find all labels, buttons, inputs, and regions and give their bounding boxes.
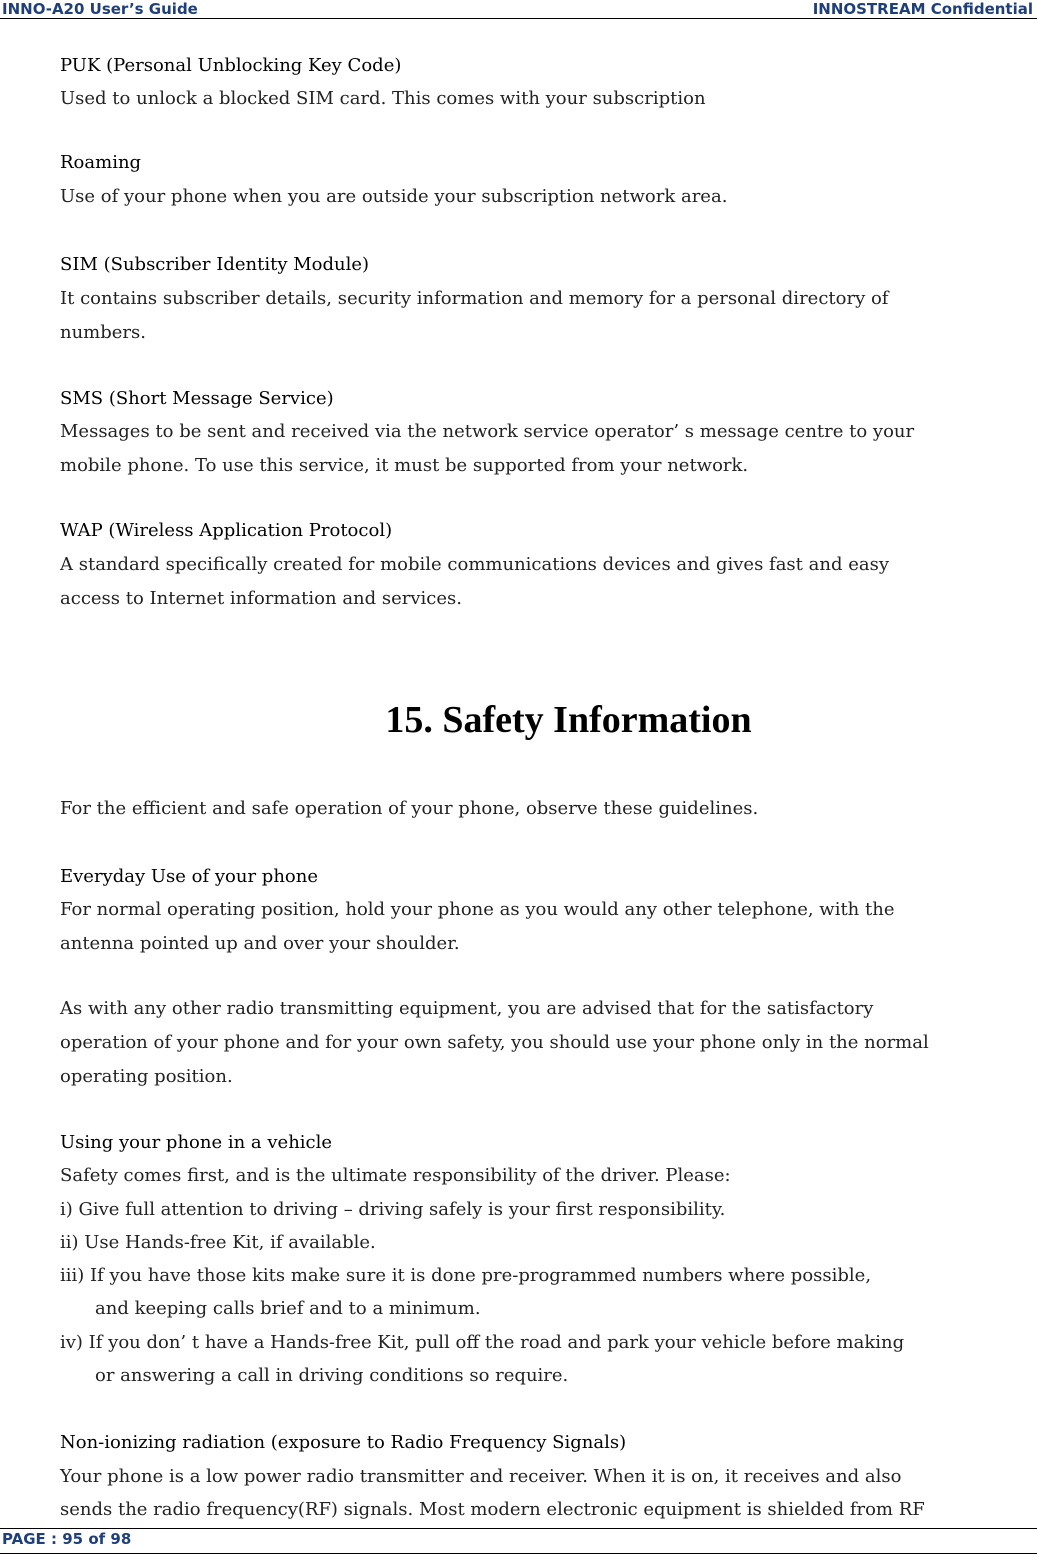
- everyday-line3: As with any other radio transmitting equipment, you are advised that for the satisfactory: [60, 998, 874, 1019]
- def-wap-line1: A standard specifically created for mobile communications devices and gives fast and easy: [60, 554, 889, 575]
- vehicle-item-iv: iv) If you don’ t have a Hands-free Kit, pull off the road and park your vehicle before making: [60, 1332, 905, 1353]
- term-sim: SIM (Subscriber Identity Module): [60, 254, 370, 275]
- page-footer: [0, 1528, 1037, 1554]
- everyday-line5: operating position.: [60, 1066, 233, 1087]
- def-sim-line1: It contains subscriber details, security information and memory for a personal directory of: [60, 288, 889, 309]
- everyday-line2: antenna pointed up and over your shoulder.: [60, 933, 460, 954]
- heading-everyday-use: Everyday Use of your phone: [60, 866, 319, 887]
- vehicle-item-iv-cont: or answering a call in driving conditions so require.: [95, 1365, 569, 1386]
- vehicle-line1: Safety comes first, and is the ultimate responsibility of the driver. Please:: [60, 1165, 731, 1186]
- section-title-text: 15. Safety Information: [385, 699, 752, 741]
- page-number: PAGE : 95 of 98: [2, 1530, 132, 1548]
- def-wap-line2: access to Internet information and services.: [60, 588, 463, 609]
- header-confidential: INNOSTREAM Confidential: [812, 0, 1033, 18]
- vehicle-item-i: i) Give full attention to driving – driving safely is your first responsibility.: [60, 1199, 726, 1220]
- section-intro: For the efficient and safe operation of your phone, observe these guidelines.: [60, 798, 759, 819]
- def-sim-line2: numbers.: [60, 322, 146, 343]
- def-puk: Used to unlock a blocked SIM card. This comes with your subscription: [60, 88, 706, 109]
- everyday-line4: operation of your phone and for your own safety, you should use your phone only in the normal: [60, 1032, 929, 1053]
- section-title: [0, 700, 1037, 740]
- page-header: [0, 0, 1037, 19]
- heading-vehicle: Using your phone in a vehicle: [60, 1132, 333, 1153]
- def-sms-line1: Messages to be sent and received via the network service operator’ s message centre to your: [60, 421, 915, 442]
- vehicle-item-iii: iii) If you have those kits make sure it is done pre-programmed numbers where possible,: [60, 1265, 872, 1286]
- radiation-line2: sends the radio frequency(RF) signals. Most modern electronic equipment is shielded from RF: [60, 1499, 925, 1520]
- term-sms: SMS (Short Message Service): [60, 388, 334, 409]
- vehicle-item-iii-cont: and keeping calls brief and to a minimum.: [95, 1298, 481, 1319]
- def-sms-line2: mobile phone. To use this service, it must be supported from your network.: [60, 455, 749, 476]
- everyday-line1: For normal operating position, hold your phone as you would any other telephone, with the: [60, 899, 895, 920]
- term-wap: WAP (Wireless Application Protocol): [60, 520, 393, 541]
- vehicle-item-ii: ii) Use Hands-free Kit, if available.: [60, 1232, 376, 1253]
- heading-radiation: Non-ionizing radiation (exposure to Radio Frequency Signals): [60, 1432, 627, 1453]
- def-roaming: Use of your phone when you are outside your subscription network area.: [60, 186, 728, 207]
- term-puk: PUK (Personal Unblocking Key Code): [60, 55, 402, 76]
- radiation-line1: Your phone is a low power radio transmitter and receiver. When it is on, it receives and also: [60, 1466, 902, 1487]
- header-doc-title: INNO-A20 User’s Guide: [2, 0, 198, 18]
- term-roaming: Roaming: [60, 152, 142, 173]
